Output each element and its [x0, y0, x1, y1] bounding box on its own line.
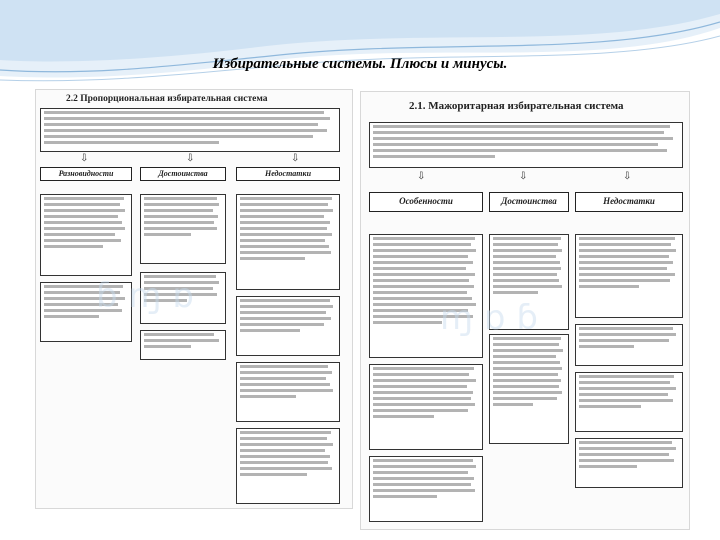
majoritarian-system-scan: [360, 91, 690, 530]
advantages-text-block: [140, 194, 226, 264]
features-text-block: [369, 456, 483, 522]
column-label-disadvantages: Недостатки: [575, 192, 683, 212]
watermark-decoration: ɓ ɱ ɒ: [96, 276, 194, 316]
disadvantages-text-block: [236, 296, 340, 356]
column-label-varieties: Разновидности: [40, 167, 132, 181]
arrow-down-icon: ⇩: [519, 171, 528, 182]
features-text-block: [369, 234, 483, 358]
column-label-advantages: Достоинства: [140, 167, 226, 181]
arrow-down-icon: ⇩: [417, 171, 426, 182]
disadvantages-text-block: [236, 428, 340, 504]
proportional-definition-box: [40, 108, 340, 152]
majoritarian-definition-box: [369, 122, 683, 168]
disadvantages-text-block: [236, 194, 340, 290]
advantages-text-block: [140, 272, 226, 324]
majoritarian-heading: 2.1. Мажоритарная избирательная система: [409, 100, 624, 112]
disadvantages-text-block: [236, 362, 340, 422]
column-label-advantages: Достоинства: [489, 192, 569, 212]
watermark-decoration: ɱ ɒ ɓ: [440, 298, 538, 338]
column-label-disadvantages: Недостатки: [236, 167, 340, 181]
arrow-down-icon: ⇩: [80, 153, 89, 164]
header-wave-decoration: [0, 0, 720, 92]
disadvantages-text-block: [575, 372, 683, 432]
advantages-text-block: [489, 334, 569, 444]
slide-title: Избирательные системы. Плюсы и минусы.: [212, 56, 508, 72]
arrow-down-icon: ⇩: [186, 153, 195, 164]
advantages-text-block: [140, 330, 226, 360]
proportional-system-scan: [35, 89, 353, 509]
disadvantages-text-block: [575, 234, 683, 318]
arrow-down-icon: ⇩: [291, 153, 300, 164]
features-text-block: [369, 364, 483, 450]
advantages-text-block: [489, 234, 569, 330]
column-label-features: Особенности: [369, 192, 483, 212]
arrow-down-icon: ⇩: [623, 171, 632, 182]
varieties-text-block: [40, 282, 132, 342]
proportional-heading: 2.2 Пропорциональная избирательная система: [66, 94, 268, 104]
disadvantages-text-block: [575, 324, 683, 366]
varieties-text-block: [40, 194, 132, 276]
disadvantages-text-block: [575, 438, 683, 488]
